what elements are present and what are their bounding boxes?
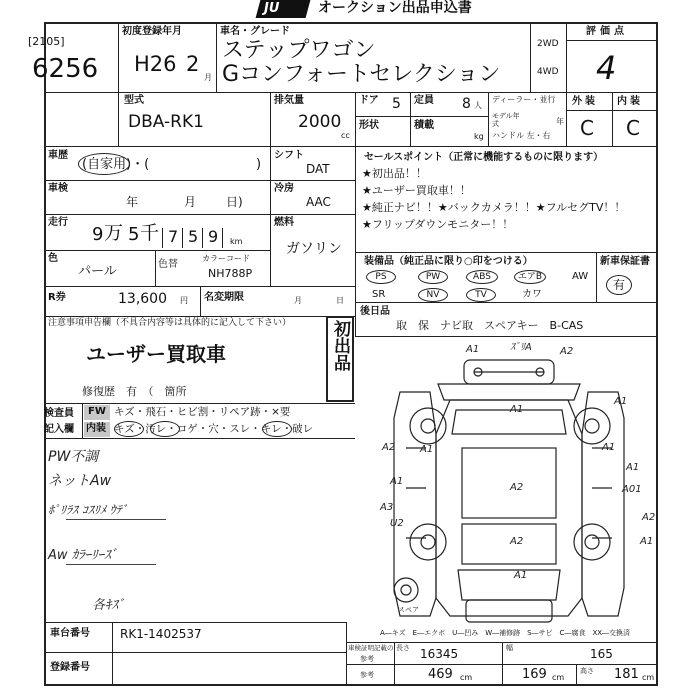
repaint-label: 色替: [158, 259, 178, 270]
first-reg-month: 2: [186, 52, 200, 76]
dim-height-label: 高さ: [580, 667, 594, 675]
drive-2wd: 2WD: [537, 39, 559, 49]
recycle-label: R券: [48, 292, 66, 303]
lot-session: [2105]: [28, 35, 65, 48]
model-grade: Gコンフォートセレクション: [222, 62, 501, 87]
handle-label: ハンドル 左・右: [492, 131, 551, 140]
model-type-label: 型式: [124, 95, 144, 106]
hand-note-3: ﾎﾟﾘﾗｽ ｺｽﾘﾒ ｳﾃﾞ: [48, 503, 128, 517]
first-listing-text: 初出品: [330, 320, 350, 371]
recycle-unit: 円: [180, 296, 188, 305]
capacity-value: 8: [462, 96, 471, 112]
chassis-label: 車台番号: [50, 628, 90, 639]
dim-cert-label: 車検証明記載の: [348, 644, 394, 652]
dim-height-unit: cm: [642, 673, 655, 682]
mileage-d1: 9: [92, 224, 104, 245]
capacity-label: 定員: [414, 95, 434, 106]
transfer-month: 月: [294, 296, 302, 305]
hand-note-2: ネットAw: [48, 473, 112, 489]
equip-ps: PS: [366, 270, 396, 284]
dim-length-unit: cm: [460, 673, 473, 682]
color-code-label: カラーコード: [202, 254, 250, 263]
mileage-d7: 9: [208, 227, 219, 246]
model-name: ステップワゴン: [222, 38, 376, 63]
model-year-unit: 年: [556, 117, 564, 126]
transfer-day: 日: [336, 296, 344, 305]
dim-ref-label-2: 参考: [360, 671, 374, 679]
model-grade-label: 車名・グレード: [220, 26, 290, 37]
mileage-d2: 万: [104, 222, 124, 244]
exterior-label: 外装: [572, 96, 598, 107]
equip-tv: TV: [466, 288, 496, 302]
color-code-value: NH788P: [208, 267, 253, 280]
mileage-unit: km: [230, 237, 243, 246]
exterior-grade: C: [580, 116, 594, 140]
spare-label: スペア: [398, 606, 419, 614]
mark-15: A2: [642, 512, 656, 523]
reg-number-label: 登録番号: [50, 662, 90, 673]
chassis-value: RK1-1402537: [120, 627, 202, 641]
history-close: ): [256, 157, 262, 172]
first-reg-month-unit: 月: [204, 73, 212, 82]
equip-sr: SR: [372, 289, 386, 300]
equip-leather: カワ: [522, 289, 542, 300]
model-type-value: DBA-RK1: [128, 112, 204, 132]
history-value: (自家用)・(: [82, 157, 150, 172]
hand-note-5: 各ｷｽﾞ: [92, 598, 125, 613]
sales-line-3: ★純正ナビ！！★バックカメラ！！★フルセグTV！！: [362, 201, 626, 214]
dim-height: 181: [614, 667, 639, 682]
damage-legend: A―キズ E―エクボ U―凹み W―補修跡 S―サビ C―腐食 XX―交換済: [380, 629, 631, 637]
mark-6: A2: [382, 442, 396, 453]
shift-value: DAT: [306, 162, 330, 176]
sales-line-4: ★フリップダウンモニター！！: [362, 218, 514, 231]
dim-length: 469: [428, 667, 453, 682]
notes-main: ユーザー買取車: [86, 342, 226, 366]
brand-text: JU: [264, 1, 280, 16]
stain-circle: [150, 421, 180, 437]
mark-8: A1: [602, 442, 616, 453]
dim-width-unit: cm: [552, 673, 565, 682]
car-damage-diagram: [360, 338, 656, 630]
capacity-unit: 人: [474, 101, 482, 110]
dim-width: 169: [522, 667, 547, 682]
mileage-label: 走行: [48, 217, 68, 228]
dim-width-ref: 165: [590, 647, 613, 661]
mileage-d6: 5: [188, 227, 199, 246]
sales-line-1: ★初出品！！: [362, 167, 427, 180]
equip-nv: NV: [418, 288, 448, 302]
inspection-month: 月: [184, 195, 197, 209]
hand-note-1: PW不調: [48, 449, 99, 465]
inspection-label: 車検: [48, 183, 68, 194]
interior-label: 内装: [617, 96, 643, 107]
aftermarket-label: 後日品: [360, 306, 390, 317]
color-label: 色: [48, 253, 58, 264]
lot-number: 6256: [32, 54, 99, 84]
rating-label: 評価点: [586, 26, 628, 37]
aircon-label: 冷房: [274, 183, 294, 194]
mark-17: A1: [514, 570, 528, 581]
mark-10: A01: [622, 484, 642, 495]
new-cert-label: 新車保証書: [600, 256, 650, 267]
mark-7: A1: [420, 444, 434, 455]
first-reg-era: H26: [134, 52, 177, 76]
equip-aw: AW: [572, 271, 589, 282]
repair-history: 修復歴 有 （ 箇所: [82, 385, 187, 398]
sales-points-label: セールスポイント（正常に機能するものに限ります）: [364, 152, 604, 163]
interior-grade: C: [626, 116, 640, 140]
interior-tag-label: 内装: [86, 423, 106, 434]
notes-label: 注意事項申告欄（不具合内容等は具体的に記入して下さい）: [48, 318, 292, 328]
rating-score: 4: [596, 49, 617, 87]
equip-abs: ABS: [466, 270, 498, 284]
model-year-label: モデル年式: [492, 112, 520, 128]
equipment-label: 装備品（純正品に限り○印をつける）: [364, 256, 533, 267]
mark-5: A1: [614, 396, 628, 407]
displacement-label: 排気量: [274, 95, 304, 106]
mark-16: A2: [510, 536, 524, 547]
doors-value: 5: [392, 96, 401, 112]
equip-airbag: エアB: [514, 270, 546, 284]
first-reg-label: 初度登録年月: [122, 26, 182, 37]
load-unit: kg: [474, 132, 484, 141]
shift-label: シフト: [274, 150, 304, 161]
dim-ref-label: 参考: [360, 655, 374, 663]
mark-12: A1: [390, 476, 404, 487]
equip-pw: PW: [418, 270, 448, 284]
dim-length-ref: 16345: [420, 647, 459, 661]
mark-18: A1: [640, 536, 654, 547]
color-value: パール: [78, 264, 117, 279]
aircon-value: AAC: [306, 195, 331, 209]
aftermarket-value: 取 保 ナビ取 スペアキー B-CAS: [396, 319, 584, 332]
displacement-value: 2000: [298, 112, 342, 132]
hand-note-4: Aw ｶﾗｰﾘｰｽﾞ: [48, 548, 118, 563]
history-label: 車歴: [48, 150, 68, 161]
fuel-label: 燃料: [274, 217, 294, 228]
inspector-label-1: 検査員: [44, 408, 74, 419]
inspection-day: 日): [226, 195, 243, 209]
load-label: 積載: [414, 120, 434, 131]
new-cert-value: 有: [606, 275, 632, 295]
mark-1: A1: [466, 344, 480, 355]
inspector-label-2: 記入欄: [44, 424, 74, 435]
mark-4: A1: [510, 404, 524, 415]
mark-9: A1: [626, 462, 640, 473]
dim-length-label: 長さ: [396, 644, 410, 652]
drive-4wd: 4WD: [537, 67, 559, 77]
mark-3: A2: [560, 346, 574, 357]
fw-text: キズ・飛石・ヒビ割・リペア跡・×要: [114, 406, 291, 418]
mileage-d5: 7: [168, 227, 179, 246]
dealer-label: ディーラー・並行: [492, 95, 556, 104]
sales-line-2: ★ユーザー買取車！！: [362, 184, 471, 197]
transfer-label: 名変期限: [204, 292, 244, 303]
mileage-d3: 5: [128, 224, 140, 245]
sheet-title: オークション出品申込書: [318, 0, 472, 16]
fw-label: FW: [88, 406, 106, 417]
recycle-value: 13,600: [118, 291, 167, 307]
mark-11: A2: [510, 482, 524, 493]
scratch-circle: [114, 421, 144, 437]
private-use-circle: [78, 153, 130, 175]
shape-label: 形状: [359, 120, 379, 131]
mileage-d4: 千: [140, 222, 160, 244]
mark-2: ｽﾞﾘA: [510, 342, 532, 353]
interior-text: キズ・汚レ・コゲ・穴・スレ・キレ・破レ: [114, 423, 314, 435]
mark-14: U2: [390, 518, 404, 529]
mark-13: A3: [380, 502, 394, 513]
fuel-value: ガソリン: [286, 241, 342, 257]
dim-width-label: 幅: [506, 644, 513, 652]
inspection-year: 年: [126, 195, 139, 209]
doors-label: ドア: [359, 95, 379, 106]
displacement-unit: cc: [341, 131, 350, 140]
wear-circle: [262, 421, 292, 437]
